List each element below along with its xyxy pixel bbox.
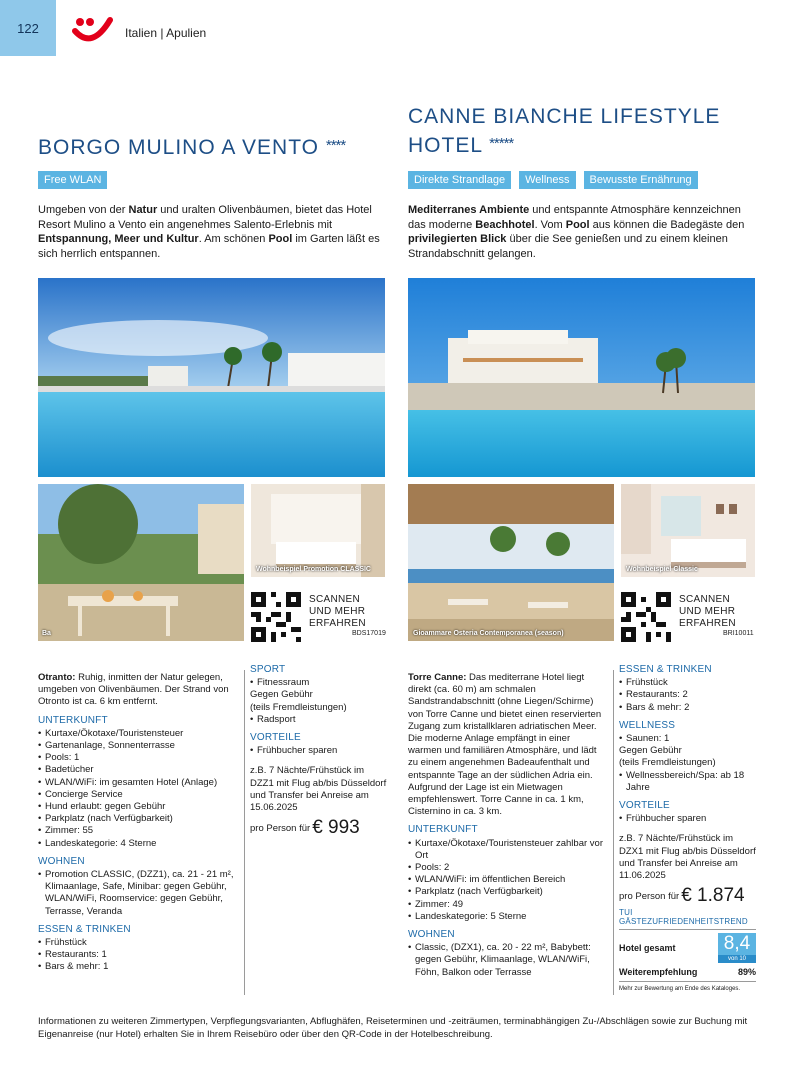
list-item: • Saunen: 1: [619, 733, 757, 745]
price-value: € 993: [312, 817, 360, 839]
hotel2-details-right: [619, 664, 757, 907]
price-line: pro Person für € 1.874: [619, 885, 745, 907]
list-item: • Hund erlaubt: gegen Gebühr: [38, 801, 238, 813]
list-item: • Classic, (DZX1), ca. 20 - 22 m², Babybett: gegen Gebühr, Klimaanlage, WLAN/WiFi, Föhn, Balkon oder Terrasse: [408, 942, 606, 979]
list-item: • Landeskategorie: 4 Sterne: [38, 838, 238, 850]
hotel1-garden-photo: [38, 484, 244, 641]
hotel2-room-photo: [621, 484, 755, 577]
hotel2-section-title: WELLNESS: [619, 719, 676, 731]
fee-note: Gegen Gebühr (teils Fremdleistungen): [619, 745, 716, 769]
trend-note: Mehr zur Bewertung am Ende des Kataloges.: [619, 986, 741, 992]
hotel2-intro: [408, 203, 760, 261]
trend-title: TUI GÄSTEZUFRIEDENHEITSTREND: [619, 908, 756, 930]
hotel1-intro: [38, 203, 390, 261]
list-item: • Frühbucher sparen: [619, 813, 757, 825]
hotel1-intro-part: Pool: [268, 233, 293, 245]
tui-logo: [72, 14, 114, 48]
price-line: pro Person für € 993: [250, 817, 360, 839]
hotel1-intro-part: Umgeben von der: [38, 204, 129, 216]
hotel1-title: BORGO MULINO A VENTO ****: [38, 136, 346, 159]
hotel2-main-photo: [408, 278, 755, 477]
list-item: • Bars & mehr: 2: [619, 702, 757, 714]
hotel1-photo-caption-1: Ba: [42, 630, 51, 637]
recommend-value: 89%: [737, 967, 756, 977]
hotel2-title: CANNE BIANCHE LIFESTYLE HOTEL *****: [408, 105, 721, 157]
badge-strandlage: Direkte Strandlage: [408, 171, 511, 189]
hotel2-section-title: VORTEILE: [619, 800, 670, 812]
divider: [613, 670, 614, 995]
hotel2-restaurant-photo: [408, 484, 614, 641]
hotel2-photo-caption-1: Gioammare Osteria Contemporanea (season): [413, 630, 564, 637]
hotel1-list: [38, 728, 238, 850]
hotel1-section-title: SPORT: [250, 664, 286, 675]
trend-of: von 10: [718, 955, 756, 963]
list-item: • Concierge Service: [38, 789, 238, 801]
hotel2-list: [619, 733, 757, 745]
hotel2-intro-part: Mediterranes Ambiente: [408, 204, 530, 216]
list-item: • Wellnessbereich/Spa: ab 18 Jahre: [619, 770, 757, 794]
hotel2-list: [619, 677, 757, 714]
hotel2-scan-text: SCANNEN UND MEHR ERFAHREN: [679, 594, 736, 629]
badge-ernaehrung: Bewusste Ernährung: [584, 171, 698, 189]
hotel1-intro-part: Entspannung, Meer und Kultur: [38, 233, 199, 245]
hotel1-list: [38, 937, 238, 974]
hotel1-list: [250, 745, 390, 757]
hotel2-intro-part: über die See genießen und zu einem kleinen Strandabschnitt gelangen.: [408, 233, 728, 260]
hotel2-list: [408, 942, 606, 979]
price-value: € 1.874: [681, 885, 745, 907]
trend-score-box: [718, 933, 756, 963]
badge-free-wlan: Free WLAN: [38, 171, 107, 189]
list-item: • Frühstück: [38, 937, 238, 949]
list-item: • Restaurants: 1: [38, 949, 238, 961]
hotel2-qr-code[interactable]: [621, 592, 671, 642]
hotel2-intro-part: privilegierten Blick: [408, 233, 507, 245]
hotel1-main-photo: [38, 278, 385, 477]
hotel1-section-title: UNTERKUNFT: [38, 714, 108, 726]
list-item: • Frühstück: [619, 677, 757, 689]
location-text: Torre Canne: Das mediterrane Hotel liegt direkt (ca. 60 m) am schmalen Sandstrandabschnitt (ohne Liegen/Schirme) von Torre Canne und bietet einen reservierten Zugang zum kristallklaren adriatischen Meer. Die moderne Anlage empfängt in einer warmen und familiären Atmosphäre, und lädt zu einem angenehmen Badeaufenthalt und entspannte Tage an der südlichen Adria ein. Aufgrund der Lage ist ein Mietwagen empfehlenswert. Torre Canne in ca. 1 km, Cisternino in ca. 3 km.: [408, 672, 602, 818]
list-item: • Parkplatz (nach Verfügbarkeit): [408, 886, 606, 898]
offer-example: z.B. 7 Nächte/Frühstück im DZZ1 mit Flug ab/bis Düsseldorf und Transfer bei Anreise am 15.06.2025: [250, 765, 387, 814]
hotel1-intro-part: Natur: [128, 204, 158, 216]
hotel1-intro-part: . Am schönen: [198, 233, 269, 245]
page-number: 122: [0, 0, 56, 56]
hotel2-intro-part: Beachhotel: [475, 218, 535, 231]
hotel2-list: [619, 813, 757, 825]
list-item: • Frühbucher sparen: [250, 745, 390, 757]
hotel2-section-title: UNTERKUNFT: [408, 824, 478, 836]
badge-wellness: Wellness: [519, 171, 575, 189]
trend-label: Hotel gesamt: [619, 943, 676, 953]
hotel2-section-title: WOHNEN: [408, 929, 455, 941]
list-item: • Kurtaxe/Ökotaxe/Touristensteuer: [38, 728, 238, 740]
hotel2-list: [408, 838, 606, 923]
hotel1-details-right: [250, 664, 390, 839]
hotel1-scan-text: SCANNEN UND MEHR ERFAHREN: [309, 594, 366, 629]
list-item: • Zimmer: 55: [38, 825, 238, 837]
hotel1-intro-part: im Garten läßt es sich herrlich entspannen.: [38, 233, 380, 260]
trend-box: [619, 908, 756, 992]
location-text: Otranto: Ruhig, inmitten der Natur gelegen, umgeben von Olivenbäumen. Der Strand von Otronto ist ca. 6 km entfernt.: [38, 672, 229, 708]
hotel2-code: BRI10011: [723, 630, 754, 637]
hotel2-badges: [408, 171, 698, 189]
hotel2-stars: *****: [489, 135, 514, 152]
hotel1-section-title: ESSEN & TRINKEN: [38, 923, 131, 935]
list-item: • Restaurants: 2: [619, 689, 757, 701]
list-item: • Promotion CLASSIC, (DZZ1), ca. 21 - 21 m², Klimaanlage, Safe, Minibar: gegen Gebühr, WLAN/WiFi, Roomservice: gegen Gebühr, Terrasse, Veranda: [38, 869, 238, 918]
list-item: • Landeskategorie: 5 Sterne: [408, 911, 606, 923]
hotel1-list: [250, 677, 390, 689]
hotel1-qr-code[interactable]: [251, 592, 301, 642]
hotel2-intro-part: aus können die Badegäste den: [589, 218, 745, 231]
hotel2-intro-part: und entspannte Atmosphäre kennzeichnen das moderne: [408, 204, 741, 231]
list-item: • Bars & mehr: 1: [38, 961, 238, 973]
recommend-label: Weiterempfehlung: [619, 967, 698, 977]
hotel1-section-title: VORTEILE: [250, 732, 301, 744]
list-item: • Badetücher: [38, 764, 238, 776]
fee-note: Gegen Gebühr (teils Fremdleistungen): [250, 689, 347, 713]
hotel1-badges: [38, 171, 107, 189]
footer-note: Informationen zu weiteren Zimmertypen, Verpflegungsvarianten, Abflughäfen, Reiseterminen und -zeiträumen, terminabhängigen Zu-/Abschlägen sowie zur Buchung mit Eigenanreise (nur Hotel) erhalten Sie in Ihrem Reisebüro oder über den QR-Code in der Hotelbeschreibung.: [38, 1016, 748, 1040]
hotel1-room-photo: [251, 484, 385, 577]
hotel2-section-title: ESSEN & TRINKEN: [619, 664, 712, 675]
list-item: • WLAN/WiFi: im öffentlichen Bereich: [408, 874, 606, 886]
list-item: • Fitnessraum: [250, 677, 390, 689]
hotel1-photo-caption-2: Wohnbeispiel Promotion CLASSIC: [256, 566, 371, 573]
hotel1-list: [38, 869, 238, 918]
divider: [244, 670, 245, 995]
hotel2-details-left: [408, 672, 606, 979]
hotel1-details-left: [38, 672, 238, 974]
hotel1-stars: ****: [325, 137, 346, 154]
offer-example: z.B. 7 Nächte/Frühstück im DZX1 mit Flug ab/bis Düsseldorf und Transfer bei Anreise am 11.06.2025: [619, 833, 756, 882]
hotel2-photo-caption-2: Wohnbeispiel Classic: [626, 566, 698, 573]
trend-score: 8,4: [723, 933, 751, 954]
hotel2-intro-part: Pool: [565, 218, 590, 231]
list-item: • Zimmer: 49: [408, 899, 606, 911]
list-item: • Pools: 2: [408, 862, 606, 874]
hotel1-code: BDS17019: [352, 630, 386, 637]
list-item: • Parkplatz (nach Verfügbarkeit): [38, 813, 238, 825]
hotel2-intro-part: . Vom: [534, 218, 566, 231]
list-item: • WLAN/WiFi: im gesamten Hotel (Anlage): [38, 777, 238, 789]
list-item: • Radsport: [250, 714, 390, 726]
hotel1-section-title: WOHNEN: [38, 855, 85, 867]
list-item: • Gartenanlage, Sonnenterrasse: [38, 740, 238, 752]
region-label: Italien | Apulien: [125, 26, 207, 40]
list-item: • Kurtaxe/Ökotaxe/Touristensteuer zahlbar vor Ort: [408, 838, 606, 862]
list-item: • Pools: 1: [38, 752, 238, 764]
hotel1-intro-part: und uralten Olivenbäumen, bietet das Hotel Resort Mulino a Vento ein angenehmes Salento-Erlebnis mit: [38, 204, 372, 231]
